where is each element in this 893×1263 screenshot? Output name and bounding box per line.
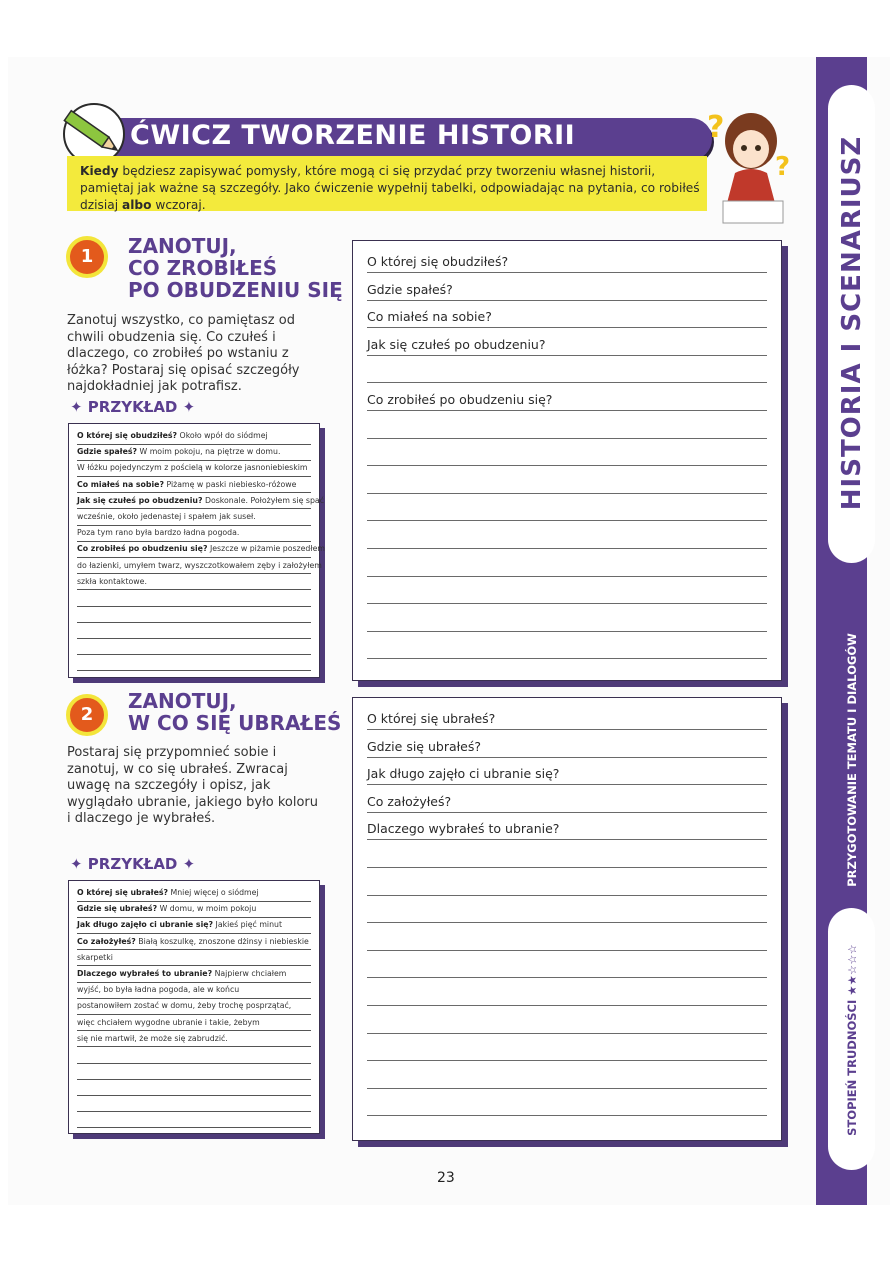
example-line: Jak długo zajęło ci ubranie się? Jakieś pięć minut (77, 917, 311, 934)
question-line[interactable]: Co zrobiłeś po obudzeniu się? (367, 383, 767, 411)
example-line: więc chciałem wygodne ubranie i takie, żebym (77, 1015, 311, 1032)
section-2-title: ZANOTUJ, W CO SIĘ UBRAŁEŚ (128, 689, 342, 735)
example-line (77, 655, 311, 672)
example-line: O której się obudziłeś? Około wpół do siódmej (77, 428, 311, 445)
example-line (77, 590, 311, 607)
example-line: W łóżku pojedynczym z pościelą w kolorze jasnoniebieskim (77, 460, 311, 477)
example-line: O której się ubrałeś? Mniej więcej o siódmej (77, 885, 311, 902)
answer-line[interactable] (367, 576, 767, 604)
answer-line[interactable] (367, 895, 767, 923)
example-line (77, 639, 311, 656)
answer-line[interactable] (367, 978, 767, 1006)
answer-line[interactable] (367, 950, 767, 978)
example-line: Dlaczego wybrałeś to ubranie? Najpierw chciałem (77, 966, 311, 983)
example-line (77, 606, 311, 623)
intro-text: Kiedy będziesz zapisywać pomysły, które mogą ci się przydać przy tworzeniu własnej historii, pamiętaj jak ważne są szczegóły. Jako ćwiczenie wypełnij tabelki, odpowiadając na pytania, co robiłeś dzisiaj albo wczoraj. (80, 164, 700, 212)
example-line (77, 1112, 311, 1129)
example-line: wcześnie, około jedenastej i spałem jak suseł. (77, 509, 311, 526)
question-line[interactable]: Co założyłeś? (367, 785, 767, 813)
example-line: Jak się czułeś po obudzeniu? Doskonale. Położyłem się spać (77, 493, 311, 510)
example-line: skarpetki (77, 950, 311, 967)
answer-line[interactable] (367, 1061, 767, 1089)
question-line[interactable]: O której się obudziłeś? (367, 245, 767, 273)
example-line: postanowiłem zostać w domu, żeby trochę posprzątać, (77, 998, 311, 1015)
example-line: Gdzie się ubrałeś? W domu, w moim pokoju (77, 901, 311, 918)
example-line: wyjść, bo była ładna pogoda, ale w końcu (77, 982, 311, 999)
question-line[interactable]: Co miałeś na sobie? (367, 300, 767, 328)
answer-box-1[interactable] (352, 240, 782, 681)
question-line[interactable]: Dlaczego wybrałeś to ubranie? (367, 812, 767, 840)
example-box-1 (68, 423, 325, 678)
question-line[interactable]: Jak się czułeś po obudzeniu? (367, 328, 767, 356)
question-line[interactable]: O której się ubrałeś? (367, 702, 767, 730)
example-box-2 (68, 880, 320, 1134)
answer-line[interactable] (367, 604, 767, 632)
answer-line[interactable] (367, 1033, 767, 1061)
girl-illustration (705, 103, 805, 228)
example-line (77, 1079, 311, 1096)
example-line: szkła kontaktowe. (77, 574, 311, 591)
answer-line[interactable] (367, 631, 767, 659)
example-line: Co założyłeś? Białą koszulkę, znoszone dżinsy i niebieskie (77, 934, 311, 951)
example-line: Co zrobiłeś po obudzeniu się? Jeszcze w piżamie poszedłem (77, 541, 311, 558)
difficulty-rating: STOPIEŃ TRUDNOŚCI ★★☆☆☆ (845, 944, 859, 1136)
sidebar-title: HISTORIA I SCENARIUSZ (837, 135, 867, 511)
answer-line[interactable] (367, 923, 767, 951)
answer-line[interactable] (367, 438, 767, 466)
example-line: Poza tym rano była bardzo ładna pogoda. (77, 525, 311, 542)
answer-line[interactable] (367, 411, 767, 439)
example-line (77, 1096, 311, 1113)
section-number-1: 1 (66, 236, 108, 278)
answer-line[interactable] (367, 1088, 767, 1116)
section-number-2: 2 (66, 694, 108, 736)
answer-line[interactable] (367, 868, 767, 896)
example-line (77, 622, 311, 639)
sidebar-subtitle: PRZYGOTOWANIE TEMATU I DIALOGÓW (845, 633, 859, 887)
answer-line[interactable] (367, 1006, 767, 1034)
section-1-title: ZANOTUJ, CO ZROBIŁEŚ PO OBUDZENIU SIĘ (128, 234, 343, 302)
example-label-1: ✦ PRZYKŁAD ✦ (70, 398, 196, 416)
example-label-2: ✦ PRZYKŁAD ✦ (70, 855, 196, 873)
answer-line[interactable] (367, 840, 767, 868)
answer-box-2[interactable] (352, 697, 782, 1141)
example-line: się nie martwił, że może się zabrudzić. (77, 1031, 311, 1048)
page-number: 23 (437, 1170, 455, 1186)
answer-line[interactable] (367, 355, 767, 383)
answer-line[interactable] (367, 521, 767, 549)
example-line (77, 1047, 311, 1064)
question-line[interactable]: Gdzie się ubrałeś? (367, 730, 767, 758)
answer-line[interactable] (367, 549, 767, 577)
answer-line[interactable] (367, 466, 767, 494)
question-line[interactable]: Gdzie spałeś? (367, 273, 767, 301)
answer-line[interactable] (367, 493, 767, 521)
page-title: ĆWICZ TWORZENIE HISTORII (130, 120, 576, 151)
svg-text:?: ? (707, 110, 725, 145)
section-2-instructions: Postaraj się przypomnieć sobie i zanotuj, w co się ubrałeś. Zwracaj uwagę na szczegóły i opisz, jak wyglądało ubranie, jakiego było koloru i dlaczego je wybrałeś. (67, 745, 319, 826)
example-line: Gdzie spałeś? W moim pokoju, na piętrze w domu. (77, 444, 311, 461)
example-line (77, 1063, 311, 1080)
example-line: Co miałeś na sobie? Piżamę w paski niebiesko-różowe (77, 477, 311, 494)
svg-text:?: ? (775, 152, 791, 182)
section-1-instructions: Zanotuj wszystko, co pamiętasz od chwili obudzenia się. Co czułeś i dlaczego, co zrobiłeś po wstaniu z łóżka? Postaraj się opisać szczegóły najdokładniej jak potrafisz. (67, 313, 300, 394)
example-line: do łazienki, umyłem twarz, wyszczotkowałem zęby i założyłem (77, 558, 311, 575)
question-line[interactable]: Jak długo zajęło ci ubranie się? (367, 757, 767, 785)
